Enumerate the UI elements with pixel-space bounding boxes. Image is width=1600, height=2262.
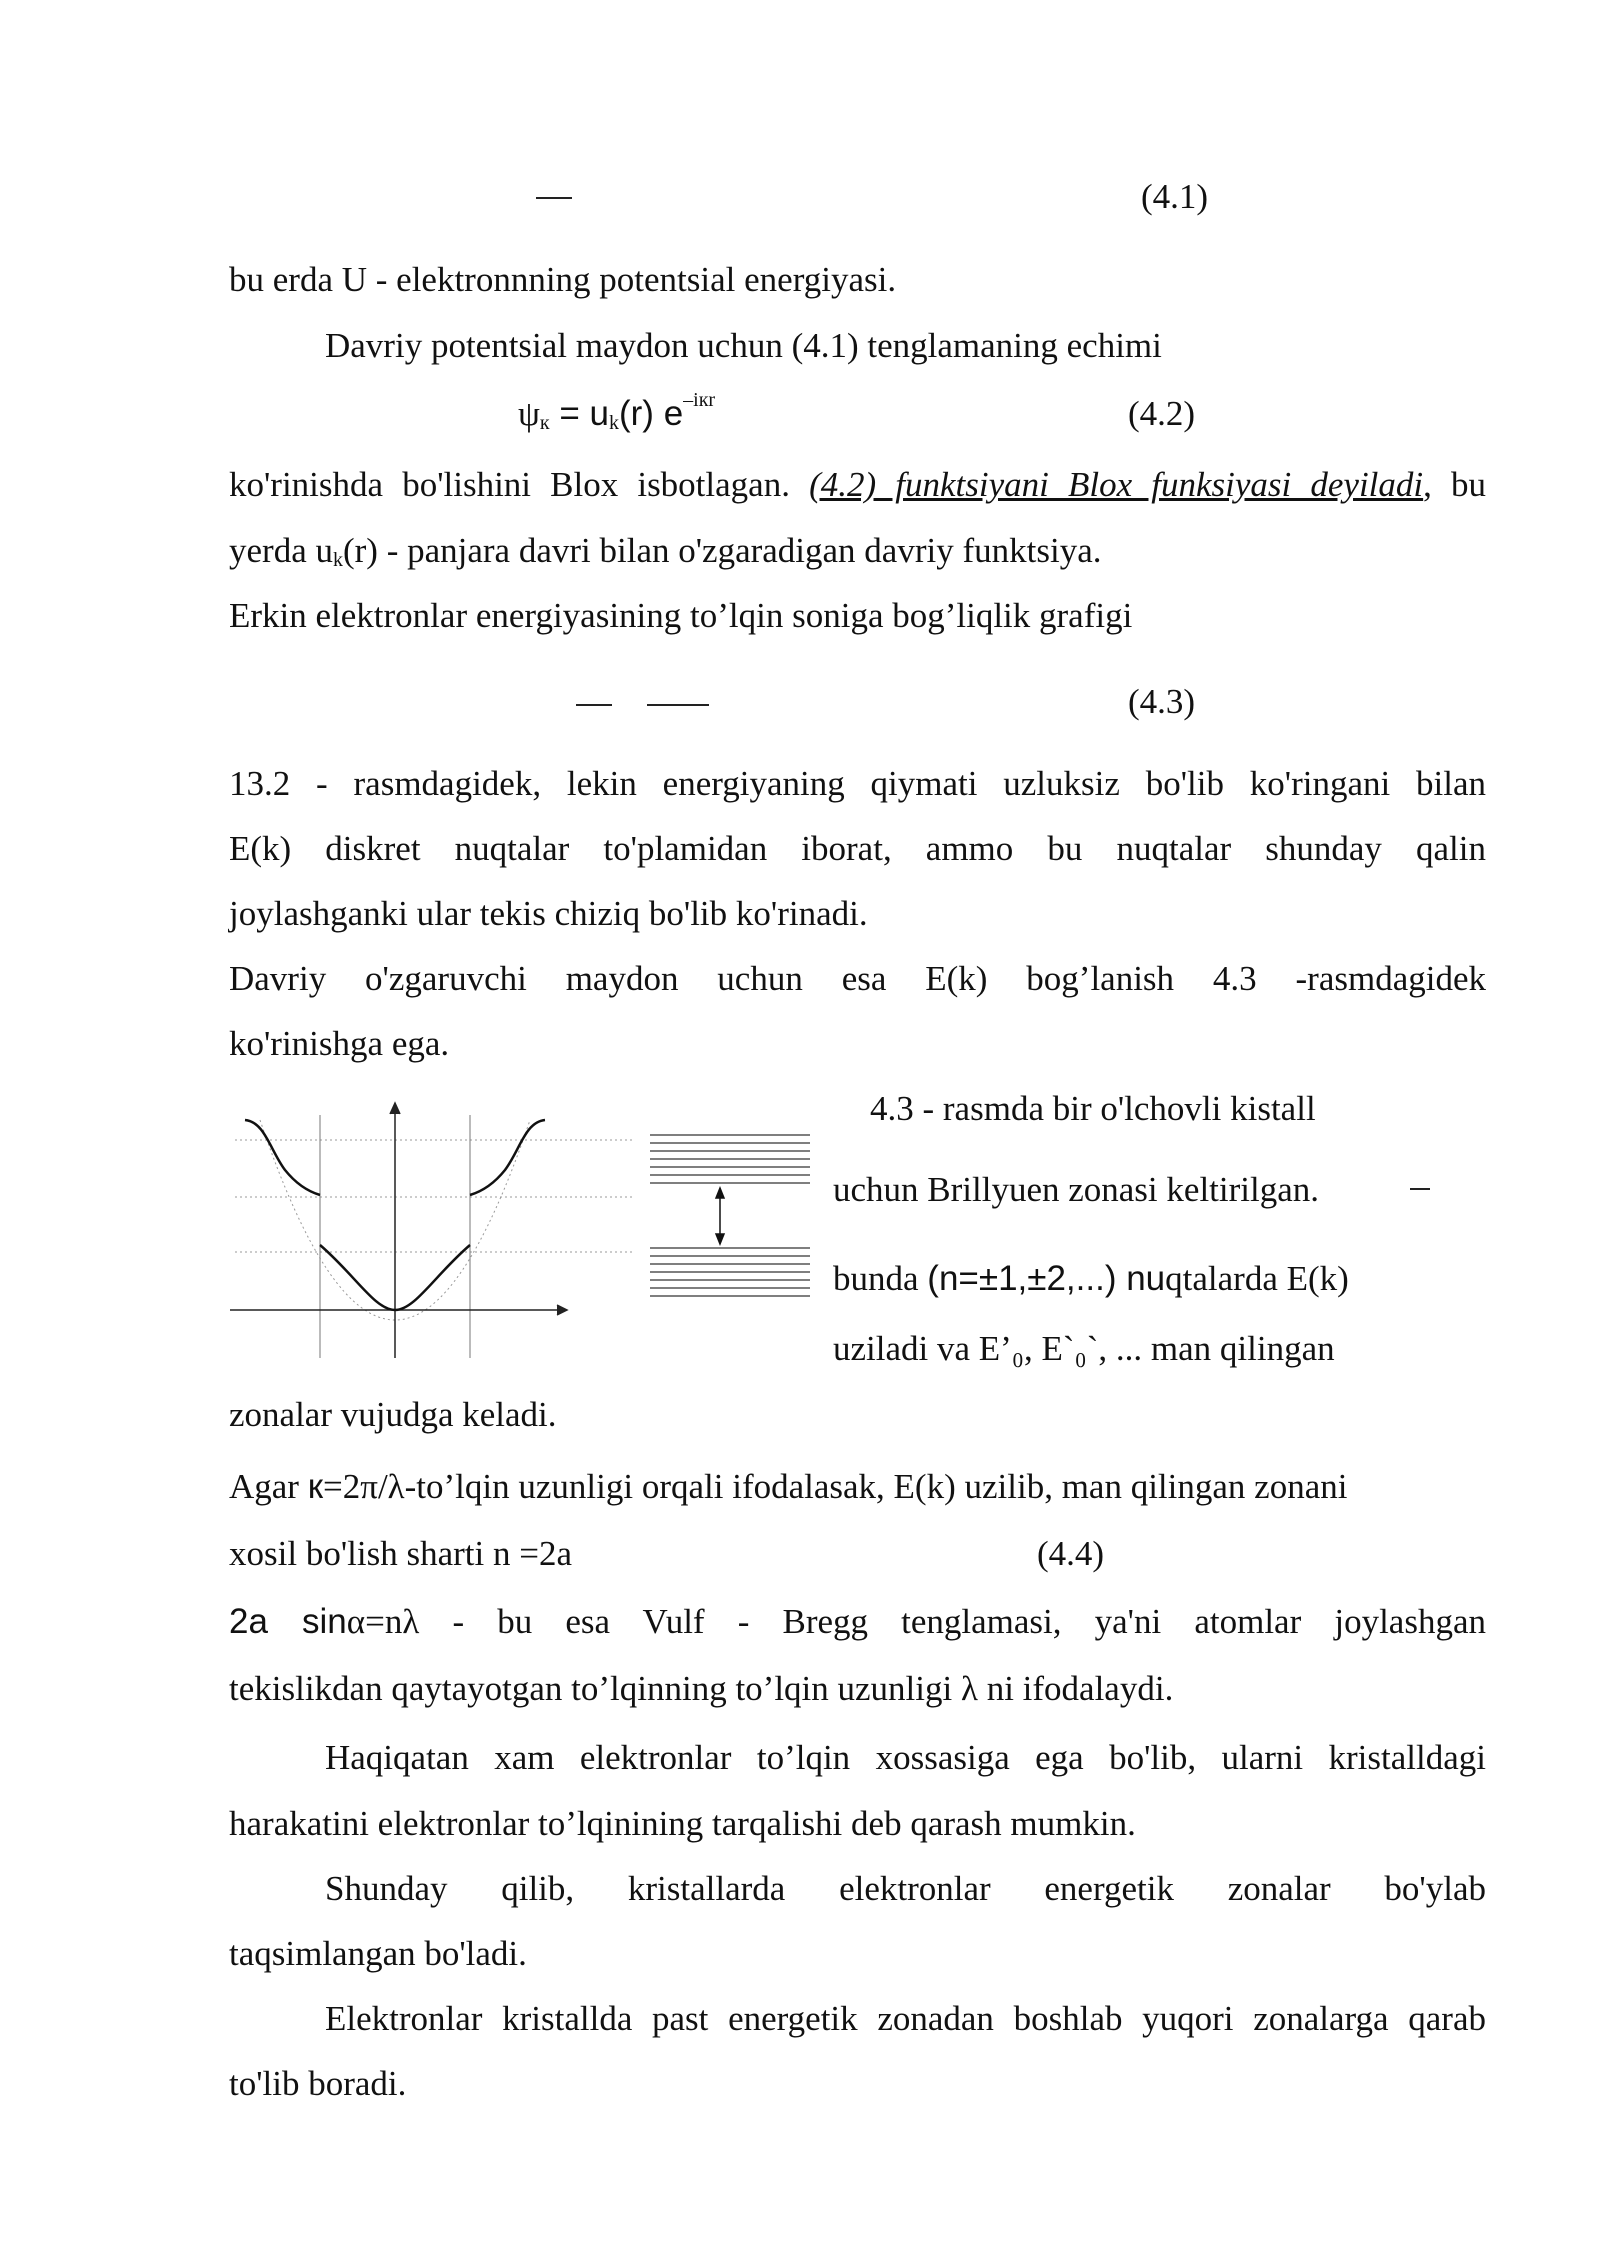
gap-arrow-up <box>716 1188 724 1198</box>
figure-caption-line: uchun Brillyuen zonasi keltirilgan. <box>833 1170 1320 1209</box>
text-line: Erkin elektronlar energiyasining to’lqin soniga bog’liqlik grafigi <box>229 596 1133 635</box>
eq42-formula <box>518 389 716 436</box>
text-line: taqsimlangan bo'ladi. <box>229 1934 527 1973</box>
text-line <box>229 1600 1486 1644</box>
text-line <box>229 529 1101 573</box>
text-line: joylashganki ular tekis chiziq bo'lib ko'rinadi. <box>229 894 868 933</box>
text-line: tekislikdan qaytayotgan to’lqinning to’lqin uzunligi λ ni ifodalaydi. <box>229 1669 1174 1708</box>
text-line: harakatini elektronlar to’lqinining tarqalishi deb qarash mumkin. <box>229 1804 1136 1843</box>
text-span: =2π/λ-to’lqin uzunligi orqali ifodalasak, E(k) uzilib, man qilingan zonani <box>323 1467 1348 1506</box>
text-span: bunda <box>833 1259 928 1298</box>
text-line: Davriy potentsial maydon uchun (4.1) tenglamaning echimi <box>325 326 1162 365</box>
stray-dash <box>1410 1188 1430 1190</box>
text-span: (n=±1,±2,...) nu <box>927 1259 1166 1298</box>
figure-caption-line: uziladi va E’₀, E`₀`, ... man qilingan <box>833 1329 1335 1368</box>
text-span: yerda u <box>229 531 333 570</box>
band-curve-upper-left <box>245 1120 320 1195</box>
blox-definition: (4.2) funktsiyani Blox funksiyasi deyiladi <box>809 465 1424 504</box>
text-line: Haqiqatan xam elektronlar to’lqin xossasiga ega bo'lib, ularni kristalldagi <box>325 1738 1486 1777</box>
text-span: к <box>307 1467 324 1506</box>
text-line: Shunday qilib, kristallarda elektronlar energetik zonalar bo'ylab <box>325 1869 1486 1908</box>
text-line: xosil bo'lish sharti n =2a <box>229 1534 572 1573</box>
text-span: , bu <box>1423 465 1487 504</box>
eq42-u-sub: k <box>609 412 619 434</box>
eq43-fraction-bar <box>576 704 612 706</box>
text-line: bu erda U - elektronnning potentsial energiyasi. <box>229 260 897 299</box>
eq42-psi: ψ <box>518 394 540 433</box>
eq43-fraction-bar <box>647 704 709 706</box>
figure-caption-line: 4.3 - rasmda bir o'lchovli kistall <box>870 1089 1316 1128</box>
text-line: E(k) diskret nuqtalar to'plamidan iborat, ammo bu nuqtalar shunday qalin <box>229 829 1486 868</box>
band-curve-upper-right <box>470 1120 545 1195</box>
gap-arrow-down <box>716 1234 724 1244</box>
eq44-number: (4.4) <box>1037 1534 1105 1573</box>
band-diagram <box>645 1130 825 1330</box>
text-span: ko'rinishda bo'lishini Blox isbotlagan. <box>229 465 810 504</box>
text-span: α=nλ - bu esa Vulf - Bregg tenglamasi, ya'ni atomlar joylashgan <box>346 1602 1486 1641</box>
text-line: 13.2 - rasmdagidek, lekin energiyaning qiymati uzluksiz bo'lib ko'ringani bilan <box>229 764 1486 803</box>
eq42-r-e: (r) e <box>619 394 684 433</box>
energy-axis-arrow <box>390 1103 400 1114</box>
dispersion-figure <box>225 1100 645 1360</box>
eq41-fraction-bar <box>536 197 572 199</box>
text-span: 2a sin <box>229 1602 347 1641</box>
figure-caption-line <box>833 1257 1349 1301</box>
eq41-number: (4.1) <box>1141 177 1209 216</box>
text-line <box>229 1465 1347 1509</box>
eq42-exp: –iкr <box>683 389 716 412</box>
text-line: ko'rinishga ega. <box>229 1024 450 1063</box>
text-span: (r) - panjara davri bilan o'zgaradigan davriy funktsiya. <box>342 531 1102 570</box>
text-line: zonalar vujudga keladi. <box>229 1395 557 1434</box>
eq43-number: (4.3) <box>1128 682 1196 721</box>
text-line: Davriy o'zgaruvchi maydon uchun esa E(k) bog’lanish 4.3 -rasmdagidek <box>229 959 1486 998</box>
k-axis-arrow <box>557 1305 567 1315</box>
eq42-u: = u <box>549 394 609 433</box>
text-span: Agar <box>229 1467 308 1506</box>
text-span: qtalarda E(k) <box>1165 1259 1349 1298</box>
eq42-psi-sub: к <box>539 412 550 434</box>
eq42-number: (4.2) <box>1128 394 1196 433</box>
text-line: to'lib boradi. <box>229 2064 407 2103</box>
text-sub: k <box>332 549 343 571</box>
text-line: Elektronlar kristallda past energetik zonadan boshlab yuqori zonalarga qarab <box>325 1999 1486 2038</box>
text-line <box>229 463 1486 507</box>
